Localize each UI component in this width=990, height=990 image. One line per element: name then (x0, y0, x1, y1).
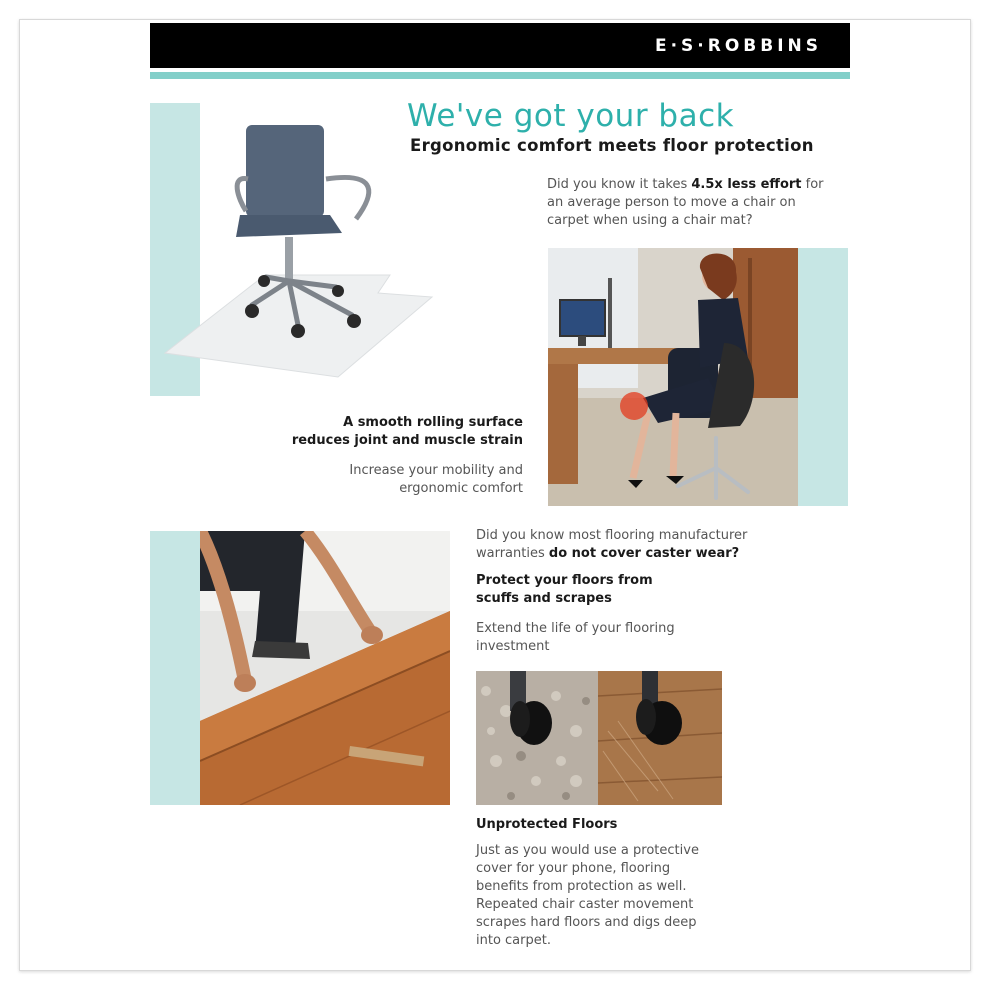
woman-at-desk-photo (548, 248, 798, 506)
effort-line-1: Did you know it takes 4.5x less effort for (547, 177, 824, 192)
header-accent-rule (150, 72, 850, 79)
brand-logo: E·S·ROBBINS (654, 36, 822, 56)
effort-paragraph (547, 176, 847, 230)
chair-on-mat-image (160, 115, 435, 380)
effort-highlight: 4.5x less effort (691, 177, 802, 192)
unprotected-line: scrapes hard floors and digs deep (476, 915, 697, 930)
headline: We've got your back (407, 98, 735, 134)
subheadline: Ergonomic comfort meets floor protection (410, 136, 814, 155)
smooth-surface-body: Increase your mobility and ergonomic comfort (349, 463, 523, 496)
unprotected-line: into carpet. (476, 933, 551, 948)
protect-floors-body: Extend the life of your flooring investment (476, 621, 675, 654)
warranty-paragraph: Did you know most flooring manufacturer warranties do not cover caster wear? (476, 528, 748, 561)
brand-header-bar (150, 23, 850, 68)
effort-line-3: carpet when using a chair mat? (547, 213, 753, 228)
warranty-highlight: do not cover caster wear? (548, 546, 740, 561)
unprotected-line: Repeated chair caster movement (476, 897, 694, 912)
unprotected-line: benefits from protection as well. (476, 879, 687, 894)
caster-on-hardwood-photo (598, 671, 722, 805)
flooring-installation-photo (200, 531, 450, 805)
unprotected-line: Just as you would use a protective (476, 843, 699, 858)
teal-accent-block-right (798, 248, 848, 506)
effort-line-2: an average person to move a chair on (547, 195, 796, 210)
protect-floors-title: Protect your floors from scuffs and scrapes (476, 573, 653, 606)
smooth-surface-title: A smooth rolling surface reduces joint and muscle strain (291, 415, 523, 448)
teal-accent-block-bottom-left (150, 531, 200, 805)
unprotected-floors-body (476, 842, 776, 950)
unprotected-floors-title: Unprotected Floors (476, 817, 618, 832)
unprotected-line: cover for your phone, flooring (476, 861, 671, 876)
caster-on-carpet-photo (476, 671, 598, 805)
